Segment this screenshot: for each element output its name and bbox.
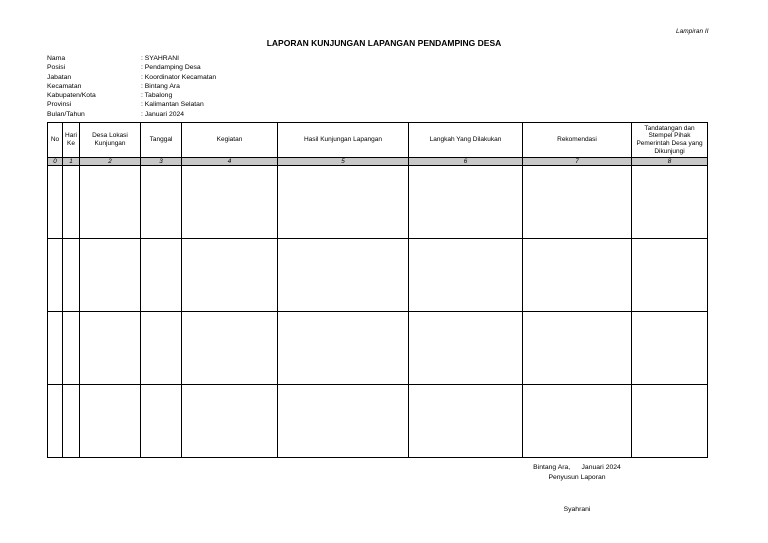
table-cell[interactable]: [63, 239, 80, 312]
table-cell[interactable]: [632, 385, 708, 458]
table-cell[interactable]: [523, 239, 632, 312]
table-cell[interactable]: [632, 239, 708, 312]
info-value: : Kalimantan Selatan: [141, 101, 204, 109]
table-cell[interactable]: [632, 166, 708, 239]
table-cell[interactable]: [409, 166, 523, 239]
table-cell[interactable]: [141, 166, 182, 239]
info-row-posisi: [47, 63, 216, 72]
table-cell[interactable]: [63, 312, 80, 385]
officer-info: [47, 54, 216, 119]
header-kegiatan: Kegiatan: [182, 123, 278, 158]
signature-role: Penyusun Laporan: [548, 473, 606, 481]
table-row: [48, 239, 708, 312]
column-number: 0: [48, 158, 63, 166]
info-value: : SYAHRANI: [141, 55, 180, 62]
info-row-kecamatan: [47, 82, 216, 91]
column-number: 3: [141, 158, 182, 166]
info-label: Posisi: [47, 64, 66, 72]
visit-report-table: [47, 122, 708, 458]
column-number: 6: [409, 158, 523, 166]
info-row-nama: [47, 54, 216, 63]
table-cell[interactable]: [182, 166, 278, 239]
header-rekomendasi: Rekomendasi: [523, 123, 632, 158]
table-cell[interactable]: [278, 385, 409, 458]
info-value: : Januari 2024: [141, 110, 185, 118]
info-label: Provinsi: [47, 101, 72, 109]
column-number: 1: [63, 158, 80, 166]
info-label: Nama: [47, 55, 66, 62]
table-header-row: [48, 123, 708, 158]
table-cell[interactable]: [80, 312, 141, 385]
column-number: 2: [80, 158, 141, 166]
table-row: [48, 312, 708, 385]
info-label: Jabatan: [47, 73, 72, 81]
info-label: Kabupaten/Kota: [47, 92, 96, 100]
table-cell[interactable]: [523, 385, 632, 458]
signature-name: Syahrani: [563, 506, 591, 514]
table-cell[interactable]: [141, 239, 182, 312]
header-desa-lokasi: Desa Lokasi Kunjungan: [80, 123, 141, 158]
table-cell[interactable]: [278, 239, 409, 312]
table-cell[interactable]: [523, 312, 632, 385]
info-value: : Tabalong: [141, 92, 173, 100]
header-langkah: Langkah Yang Dilakukan: [409, 123, 523, 158]
table-cell[interactable]: [80, 239, 141, 312]
table-cell[interactable]: [409, 385, 523, 458]
table-cell[interactable]: [80, 166, 141, 239]
signature-place-date: Bintang Ara, Januari 2024: [533, 464, 621, 471]
info-value: : Bintang Ara: [141, 82, 180, 90]
signature-block: [530, 463, 624, 515]
table-row: [48, 385, 708, 458]
table-cell[interactable]: [48, 312, 63, 385]
table-cell[interactable]: [141, 385, 182, 458]
header-hasil-kunjungan: Hasil Kunjungan Lapangan: [278, 123, 409, 158]
table-row: [48, 166, 708, 239]
info-row-provinsi: [47, 100, 216, 109]
table-cell[interactable]: [278, 312, 409, 385]
column-number: 7: [523, 158, 632, 166]
table-cell[interactable]: [48, 239, 63, 312]
info-value: : Pendamping Desa: [141, 64, 201, 72]
table-cell[interactable]: [182, 239, 278, 312]
header-no: No: [48, 123, 63, 158]
table-cell[interactable]: [63, 385, 80, 458]
info-row-kabupaten: [47, 91, 216, 100]
column-number-row: [48, 158, 708, 166]
table-cell[interactable]: [409, 239, 523, 312]
table-cell[interactable]: [182, 385, 278, 458]
info-value: : Koordinator Kecamatan: [141, 73, 217, 81]
column-number: 5: [278, 158, 409, 166]
info-label: Bulan/Tahun: [47, 110, 85, 118]
table-cell[interactable]: [278, 166, 409, 239]
attachment-label: Lampiran II: [676, 28, 709, 35]
header-hari-ke: Hari Ke: [63, 123, 80, 158]
header-tandatangan: Tandatangan dan Stempel Pihak Pemerintah Desa yang Dikunjungi: [632, 123, 708, 158]
report-title: LAPORAN KUNJUNGAN LAPANGAN PENDAMPING DESA: [266, 38, 502, 48]
table-cell[interactable]: [141, 312, 182, 385]
table-cell[interactable]: [48, 166, 63, 239]
info-label: Kecamatan: [47, 82, 82, 90]
table-cell[interactable]: [632, 312, 708, 385]
column-number: 8: [632, 158, 708, 166]
info-row-bulan-tahun: [47, 110, 216, 119]
table-cell[interactable]: [182, 312, 278, 385]
table-cell[interactable]: [523, 166, 632, 239]
table-cell[interactable]: [80, 385, 141, 458]
table-cell[interactable]: [48, 385, 63, 458]
header-tanggal: Tanggal: [141, 123, 182, 158]
table-cell[interactable]: [63, 166, 80, 239]
info-row-jabatan: [47, 73, 216, 82]
table-cell[interactable]: [409, 312, 523, 385]
column-number: 4: [182, 158, 278, 166]
